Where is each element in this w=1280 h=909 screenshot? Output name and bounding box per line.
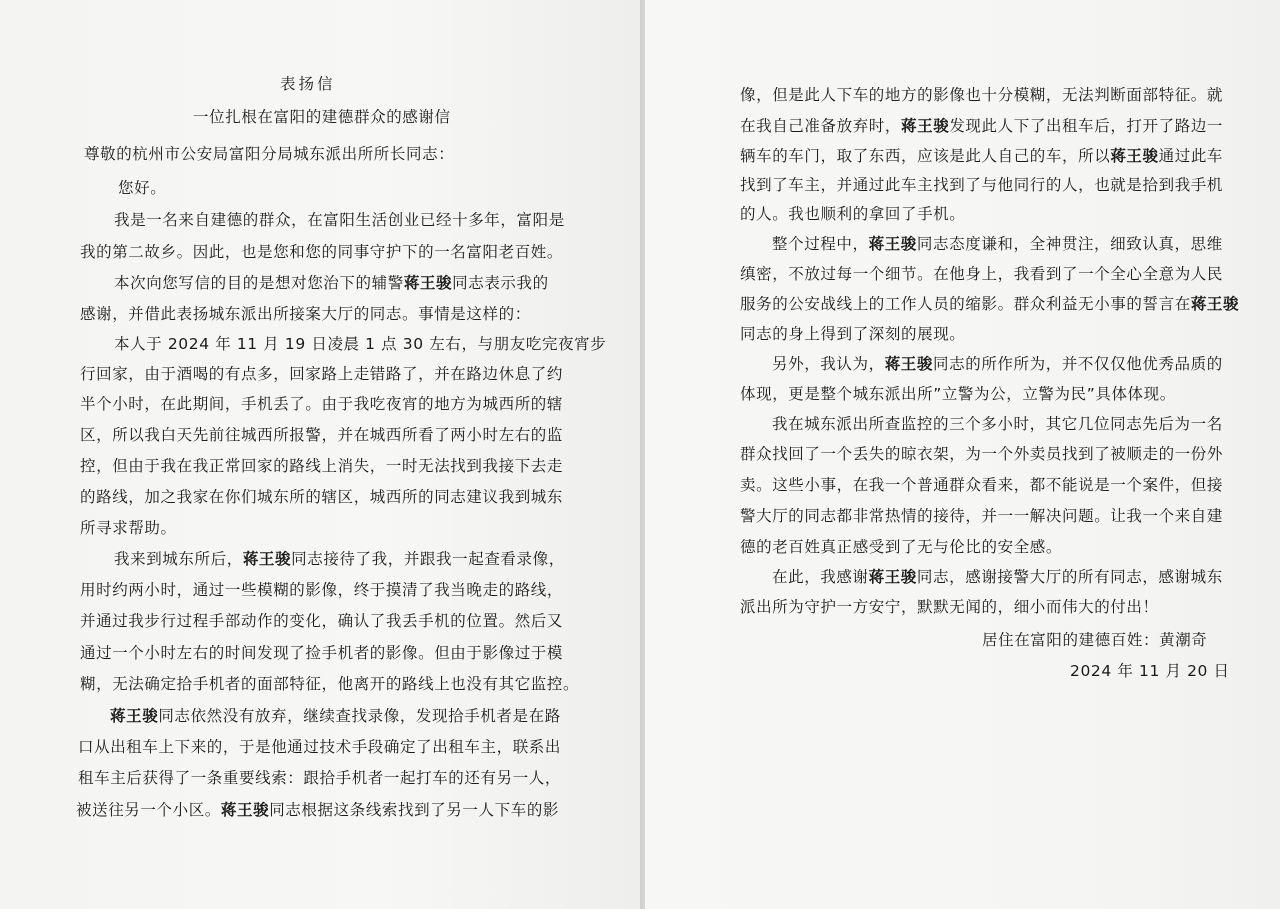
text-line: 区，所以我白天先前往城西所报警，并在城西所看了两小时左右的监	[80, 426, 564, 444]
text-line: 糊，无法确定拾手机者的面部特征，他离开的路线上也没有其它监控。	[80, 675, 580, 693]
text-line: 控，但由于我在我正常回家的路线上消失，一时无法找到我接下去走	[80, 457, 564, 475]
officer-name: 蒋王骏	[868, 235, 917, 253]
text-line: 用时约两小时，通过一些模糊的影像，终于摸清了我当晚走的路线，	[80, 581, 564, 599]
text-line: 派出所为守护一方安宁，默默无闻的，细小而伟大的付出！	[740, 598, 1159, 616]
text-line: 卖。这些小事，在我一个普通群众看来，都不能说是一个案件，但接	[740, 476, 1224, 494]
text-line: 租车主后获得了一条重要线索：跟拾手机者一起打车的还有另一人，	[78, 769, 562, 787]
officer-name: 蒋王骏	[1190, 295, 1240, 313]
text-line: 所寻求帮助。	[80, 519, 177, 537]
officer-name: 蒋王骏	[901, 117, 950, 135]
text-line: 在我自己准备放弃时，蒋王骏发现此人下了出租车后，打开了路边一	[740, 117, 1224, 135]
text-line: 口从出租车上下来的，于是他通过技术手段确定了出租车主，联系出	[78, 738, 562, 756]
text-line: 的人。我也顺利的拿回了手机。	[740, 205, 966, 223]
text-line: 德的老百姓真正感受到了无与伦比的安全感。	[740, 538, 1063, 556]
letter-date: 2024 年 11 月 20 日	[1070, 662, 1230, 680]
officer-name: 蒋王骏	[884, 355, 934, 373]
text-line: 本人于 2024 年 11 月 19 日凌晨 1 点 30 左右，与朋友吃完夜宵步	[114, 335, 607, 353]
officer-name: 蒋王骏	[242, 550, 292, 568]
text-line: 的路线，加之我家在你们城东所的辖区，城西所的同志建议我到城东	[80, 488, 564, 506]
text-line: 体现，更是整个城东派出所”立警为公，立警为民”具体体现。	[740, 385, 1176, 403]
text-line: 本次向您写信的目的是想对您治下的辅警蒋王骏同志表示我的	[114, 274, 549, 292]
text-line: 被送往另一个小区。蒋王骏同志根据这条线索找到了另一人下车的影	[76, 801, 560, 819]
text-line: 行回家，由于酒喝的有点多，回家路上走错路了，并在路边休息了约	[80, 365, 564, 383]
officer-name: 蒋王骏	[868, 568, 917, 586]
officer-name: 蒋王骏	[403, 274, 453, 292]
text-line: 群众找回了一个丢失的晾衣架，为一个外卖员找到了被顺走的一份外	[740, 445, 1224, 463]
officer-name: 蒋王骏	[110, 707, 159, 725]
text-line: 像，但是此人下车的地方的影像也十分模糊，无法判断面部特征。就	[740, 86, 1224, 104]
text-line: 警大厅的同志都非常热情的接待，并一一解决问题。让我一个来自建	[740, 507, 1224, 525]
officer-name: 蒋王骏	[220, 801, 270, 819]
text-line: 通过一个小时左右的时间发现了捡手机者的影像。但由于影像过于模	[80, 644, 564, 662]
text-line: 服务的公安战线上的工作人员的缩影。群众利益无小事的誓言在蒋王骏	[740, 295, 1240, 313]
text-line: 另外，我认为，蒋王骏同志的所作所为，并不仅仅他优秀品质的	[772, 355, 1223, 373]
text-line: 我来到城东所后，蒋王骏同志接待了我，并跟我一起查看录像，	[114, 550, 565, 568]
text-line: 我的第二故乡。因此，也是您和您的同事守护下的一名富阳老百姓。	[80, 243, 564, 261]
text-line: 同志的身上得到了深刻的展现。	[740, 325, 966, 343]
text-line: 找到了车主，并通过此车主找到了与他同行的人，也就是拾到我手机	[740, 176, 1224, 194]
signature: 居住在富阳的建德百姓：黄潮奇	[982, 631, 1208, 649]
text-line: 感谢，并借此表扬城东派出所接案大厅的同志。事情是这样的：	[80, 305, 531, 323]
text-line: 半个小时，在此期间，手机丢了。由于我吃夜宵的地方为城西所的辖	[80, 395, 564, 413]
text-line: 蒋王骏同志依然没有放弃，继续查找录像，发现拾手机者是在路	[110, 707, 561, 725]
letter-title: 表扬信	[280, 75, 336, 93]
officer-name: 蒋王骏	[1110, 147, 1159, 165]
text-line: 辆车的车门，取了东西，应该是此人自己的车，所以蒋王骏通过此车	[740, 147, 1224, 165]
text-line: 缜密，不放过每一个细节。在他身上，我看到了一个全心全意为人民	[740, 265, 1224, 283]
text-line: 在此，我感谢蒋王骏同志，感谢接警大厅的所有同志，感谢城东	[772, 568, 1223, 586]
letter-salutation: 尊敬的杭州市公安局富阳分局城东派出所所长同志：	[84, 145, 455, 163]
text-line: 我是一名来自建德的群众，在富阳生活创业已经十多年，富阳是	[114, 211, 565, 229]
text-line: 并通过我步行过程手部动作的变化，确认了我丢手机的位置。然后又	[80, 612, 564, 630]
text-line: 我在城东派出所查监控的三个多小时，其它几位同志先后为一名	[772, 415, 1223, 433]
letter-subtitle: 一位扎根在富阳的建德群众的感谢信	[193, 108, 451, 126]
text-line: 整个过程中，蒋王骏同志态度谦和，全神贯注，细致认真，思维	[772, 235, 1223, 253]
letter-greeting: 您好。	[118, 179, 167, 197]
letter-page-right	[645, 0, 1280, 909]
